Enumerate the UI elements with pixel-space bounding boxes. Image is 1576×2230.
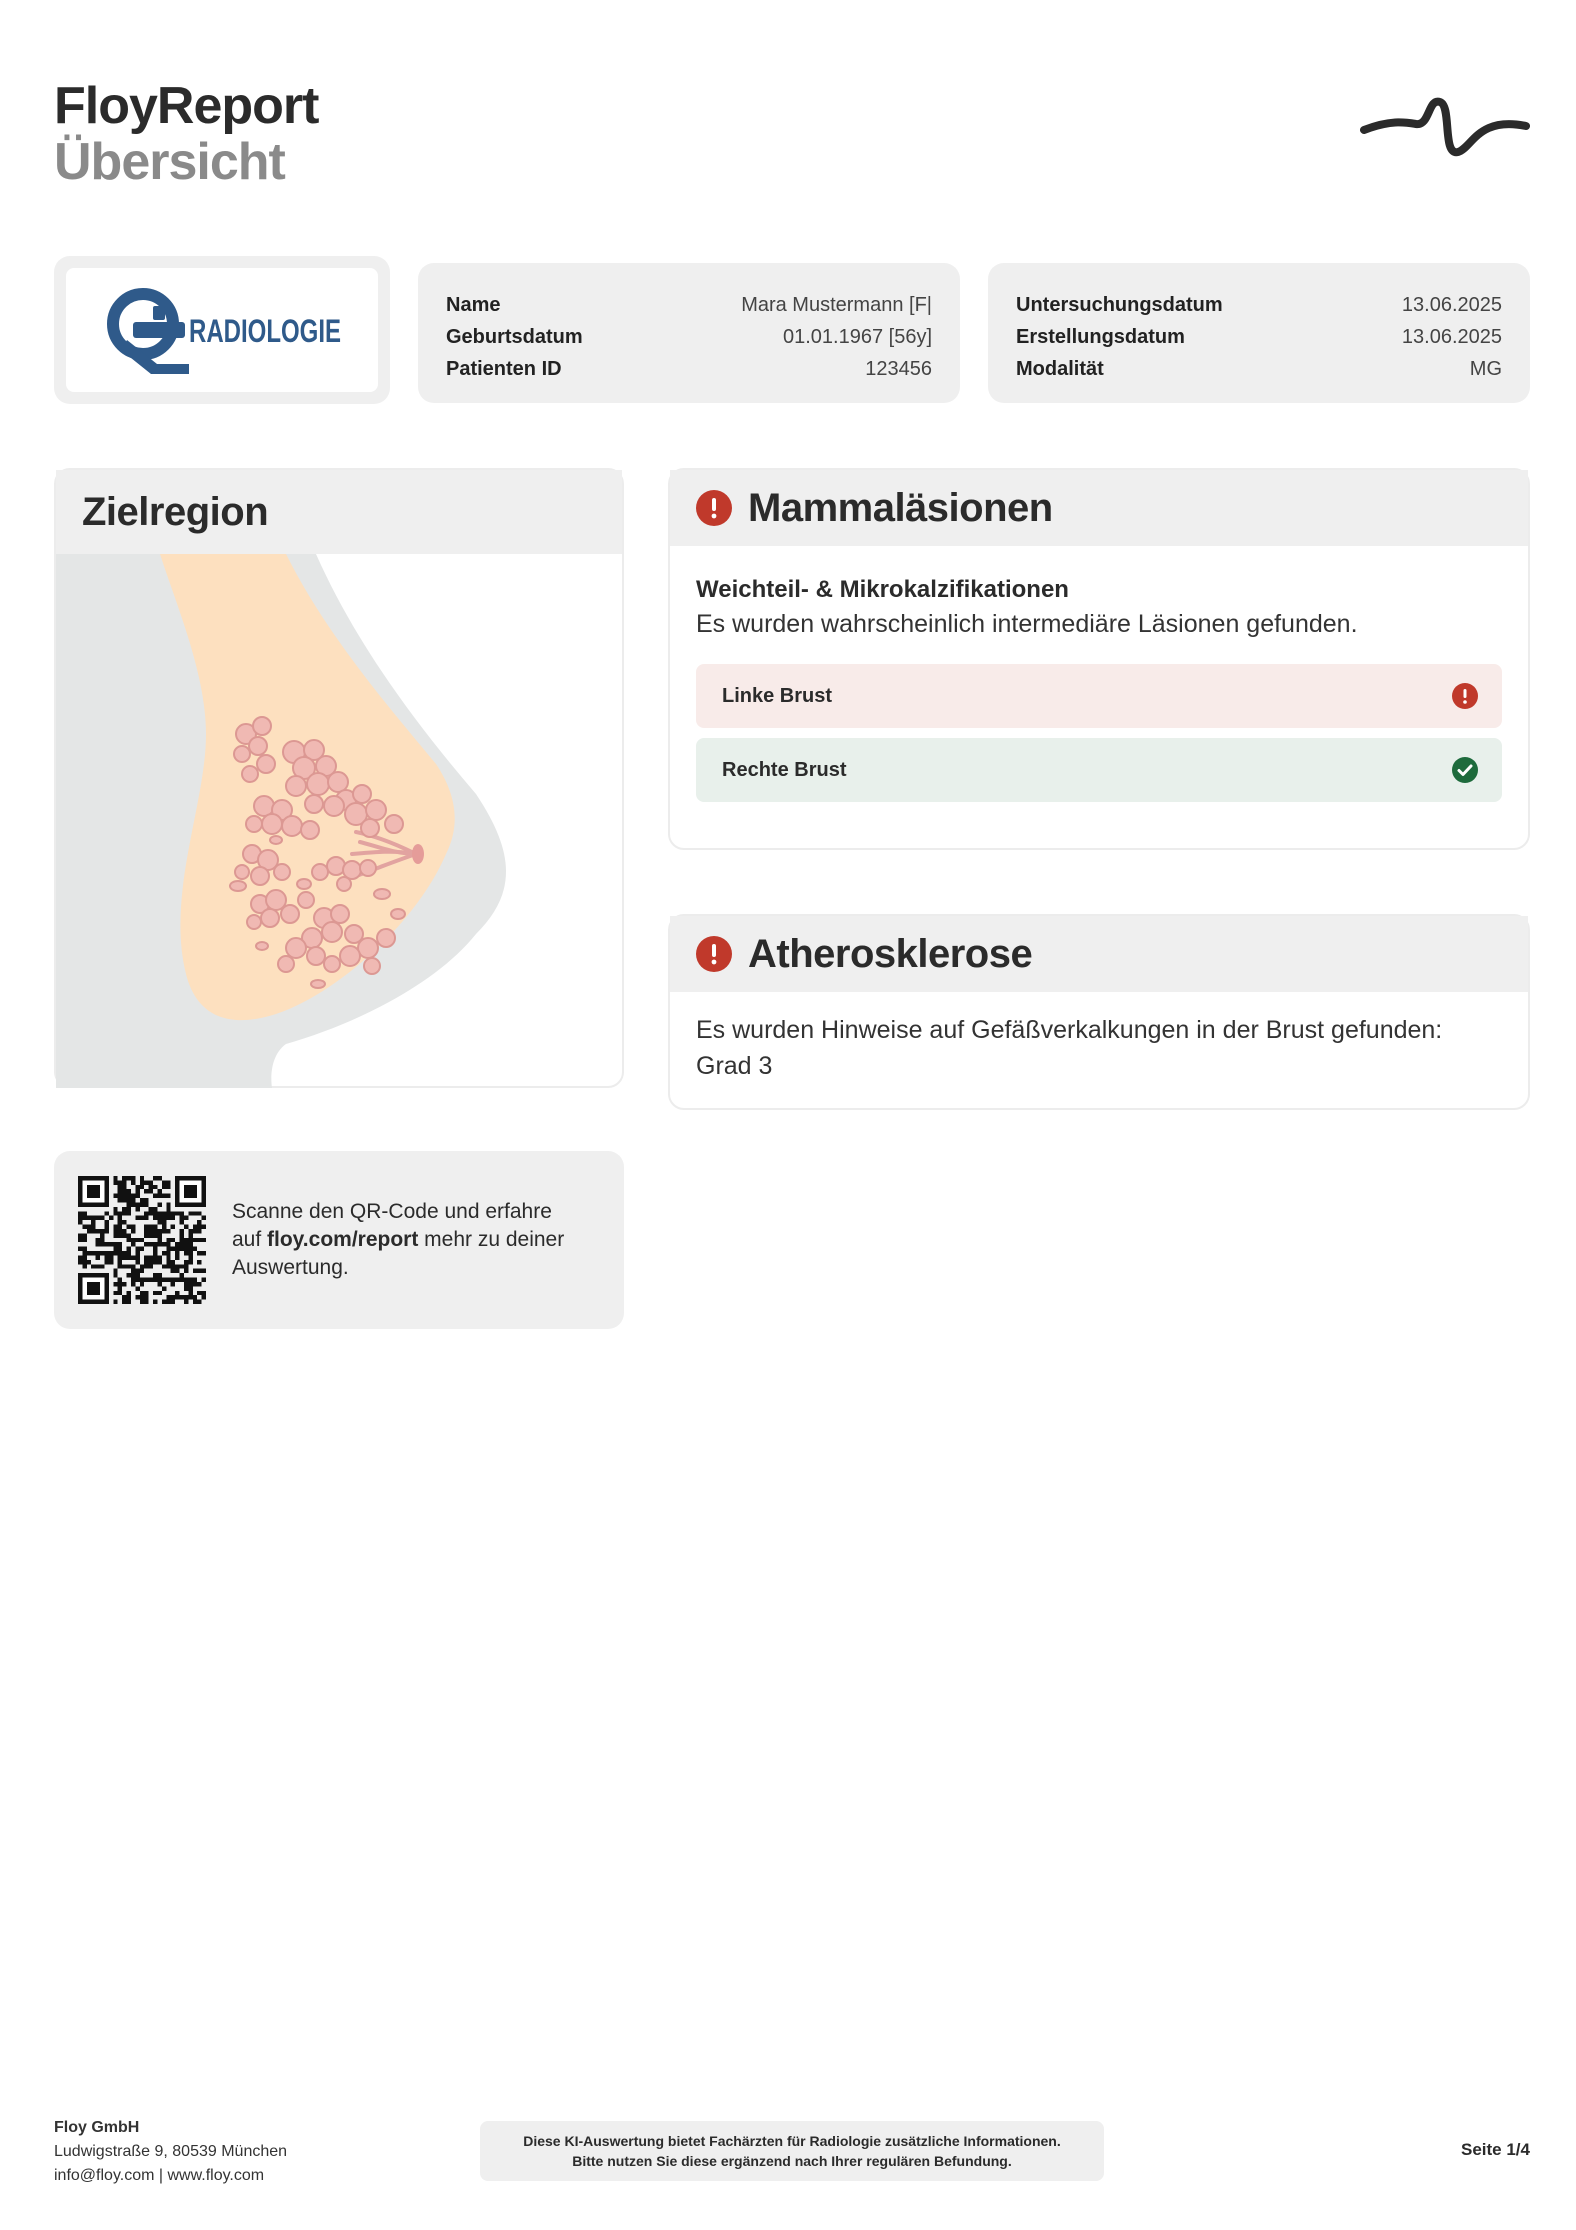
exam-date-value: 13.06.2025 (1401, 294, 1502, 316)
report-title (54, 78, 318, 190)
creation-date-value: 13.06.2025 (1401, 326, 1502, 348)
qr-text-post: mehr zu deiner (418, 1228, 565, 1251)
footer-contact: info@floy.com | www.floy.com (54, 2167, 265, 2184)
alert-icon (696, 936, 732, 972)
creation-date-label: Erstellungsdatum (1016, 326, 1185, 348)
left-breast-row (696, 664, 1502, 728)
patient-name-value: Mara Mustermann [F| (741, 294, 932, 316)
target-region-title: Zielregion (82, 489, 269, 534)
target-region-panel (54, 468, 624, 1088)
breast-illustration (56, 554, 622, 1088)
right-breast-label: Rechte Brust (722, 758, 847, 781)
patient-id-row (446, 353, 932, 385)
atherosclerosis-panel (668, 914, 1530, 1110)
atherosclerosis-title: Atherosklerose (748, 931, 1033, 976)
mamma-lesions-text: Es wurden wahrscheinlich intermediäre Läsionen gefunden. (696, 610, 1358, 638)
mamma-lesions-panel (668, 468, 1530, 850)
footer-company-info (54, 2116, 287, 2188)
mamma-lesions-subtitle: Weichteil- & Mikrokalzifikationen (696, 576, 1069, 603)
creation-date-row (1016, 321, 1502, 353)
page-number: Seite 1/4 (1461, 2140, 1530, 2159)
clinic-logo (66, 268, 378, 392)
atherosclerosis-text-line1: Es wurden Hinweise auf Gefäßverkalkungen in der Brust gefunden: (696, 1016, 1443, 1044)
mamma-lesions-header (670, 470, 1528, 546)
atherosclerosis-header (670, 916, 1528, 992)
qr-text-line2 (232, 1226, 564, 1254)
modality-value: MG (1469, 358, 1502, 380)
atherosclerosis-text-line2: Grad 3 (696, 1052, 773, 1080)
footer-address: Ludwigstraße 9, 80539 München (54, 2143, 288, 2160)
modality-label: Modalität (1016, 358, 1104, 380)
patient-name-row (446, 289, 932, 321)
disclaimer-line2: Bitte nutzen Sie diese ergänzend nach Ihrer regulären Befundung. (572, 2153, 1012, 2169)
patient-id-value: 123456 (865, 358, 932, 380)
alert-icon (696, 490, 732, 526)
disclaimer-line1: Diese KI-Auswertung bietet Fachärzten für Radiologie zusätzliche Informationen. (523, 2133, 1061, 2149)
radiologie-logo-icon (97, 280, 347, 380)
patient-info-card (418, 263, 960, 403)
patient-birthdate-label: Geburtsdatum (446, 326, 583, 348)
clinic-logo-text: RADIOLOGIE (189, 313, 341, 349)
qr-link[interactable]: floy.com/report (267, 1228, 419, 1251)
patient-name-label: Name (446, 294, 501, 316)
report-title-main: FloyReport (54, 77, 319, 135)
check-circle-icon (1452, 757, 1478, 783)
patient-id-label: Patienten ID (446, 358, 562, 380)
exam-info-card (988, 263, 1530, 403)
footer-disclaimer (480, 2121, 1104, 2181)
qr-text-line3: Auswertung. (232, 1256, 349, 1279)
exam-date-label: Untersuchungsdatum (1016, 294, 1223, 316)
report-title-sub: Übersicht (54, 133, 285, 191)
qr-text-line1: Scanne den QR-Code und erfahre (232, 1200, 552, 1223)
right-breast-row (696, 738, 1502, 802)
patient-birthdate-row (446, 321, 932, 353)
clinic-logo-card (54, 256, 390, 404)
left-breast-label: Linke Brust (722, 684, 833, 707)
target-region-header (56, 470, 622, 554)
footer-company: Floy GmbH (54, 2119, 140, 2136)
alert-icon (1452, 683, 1478, 709)
qr-card (54, 1151, 624, 1329)
qr-text (232, 1198, 564, 1282)
qr-text-pre: auf (232, 1228, 268, 1251)
mamma-lesions-title: Mammaläsionen (748, 485, 1053, 530)
patient-birthdate-value: 01.01.1967 [56y] (782, 326, 932, 348)
qr-code-icon[interactable] (78, 1176, 206, 1304)
modality-row (1016, 353, 1502, 385)
floy-wave-logo-icon (1360, 96, 1530, 160)
exam-date-row (1016, 289, 1502, 321)
